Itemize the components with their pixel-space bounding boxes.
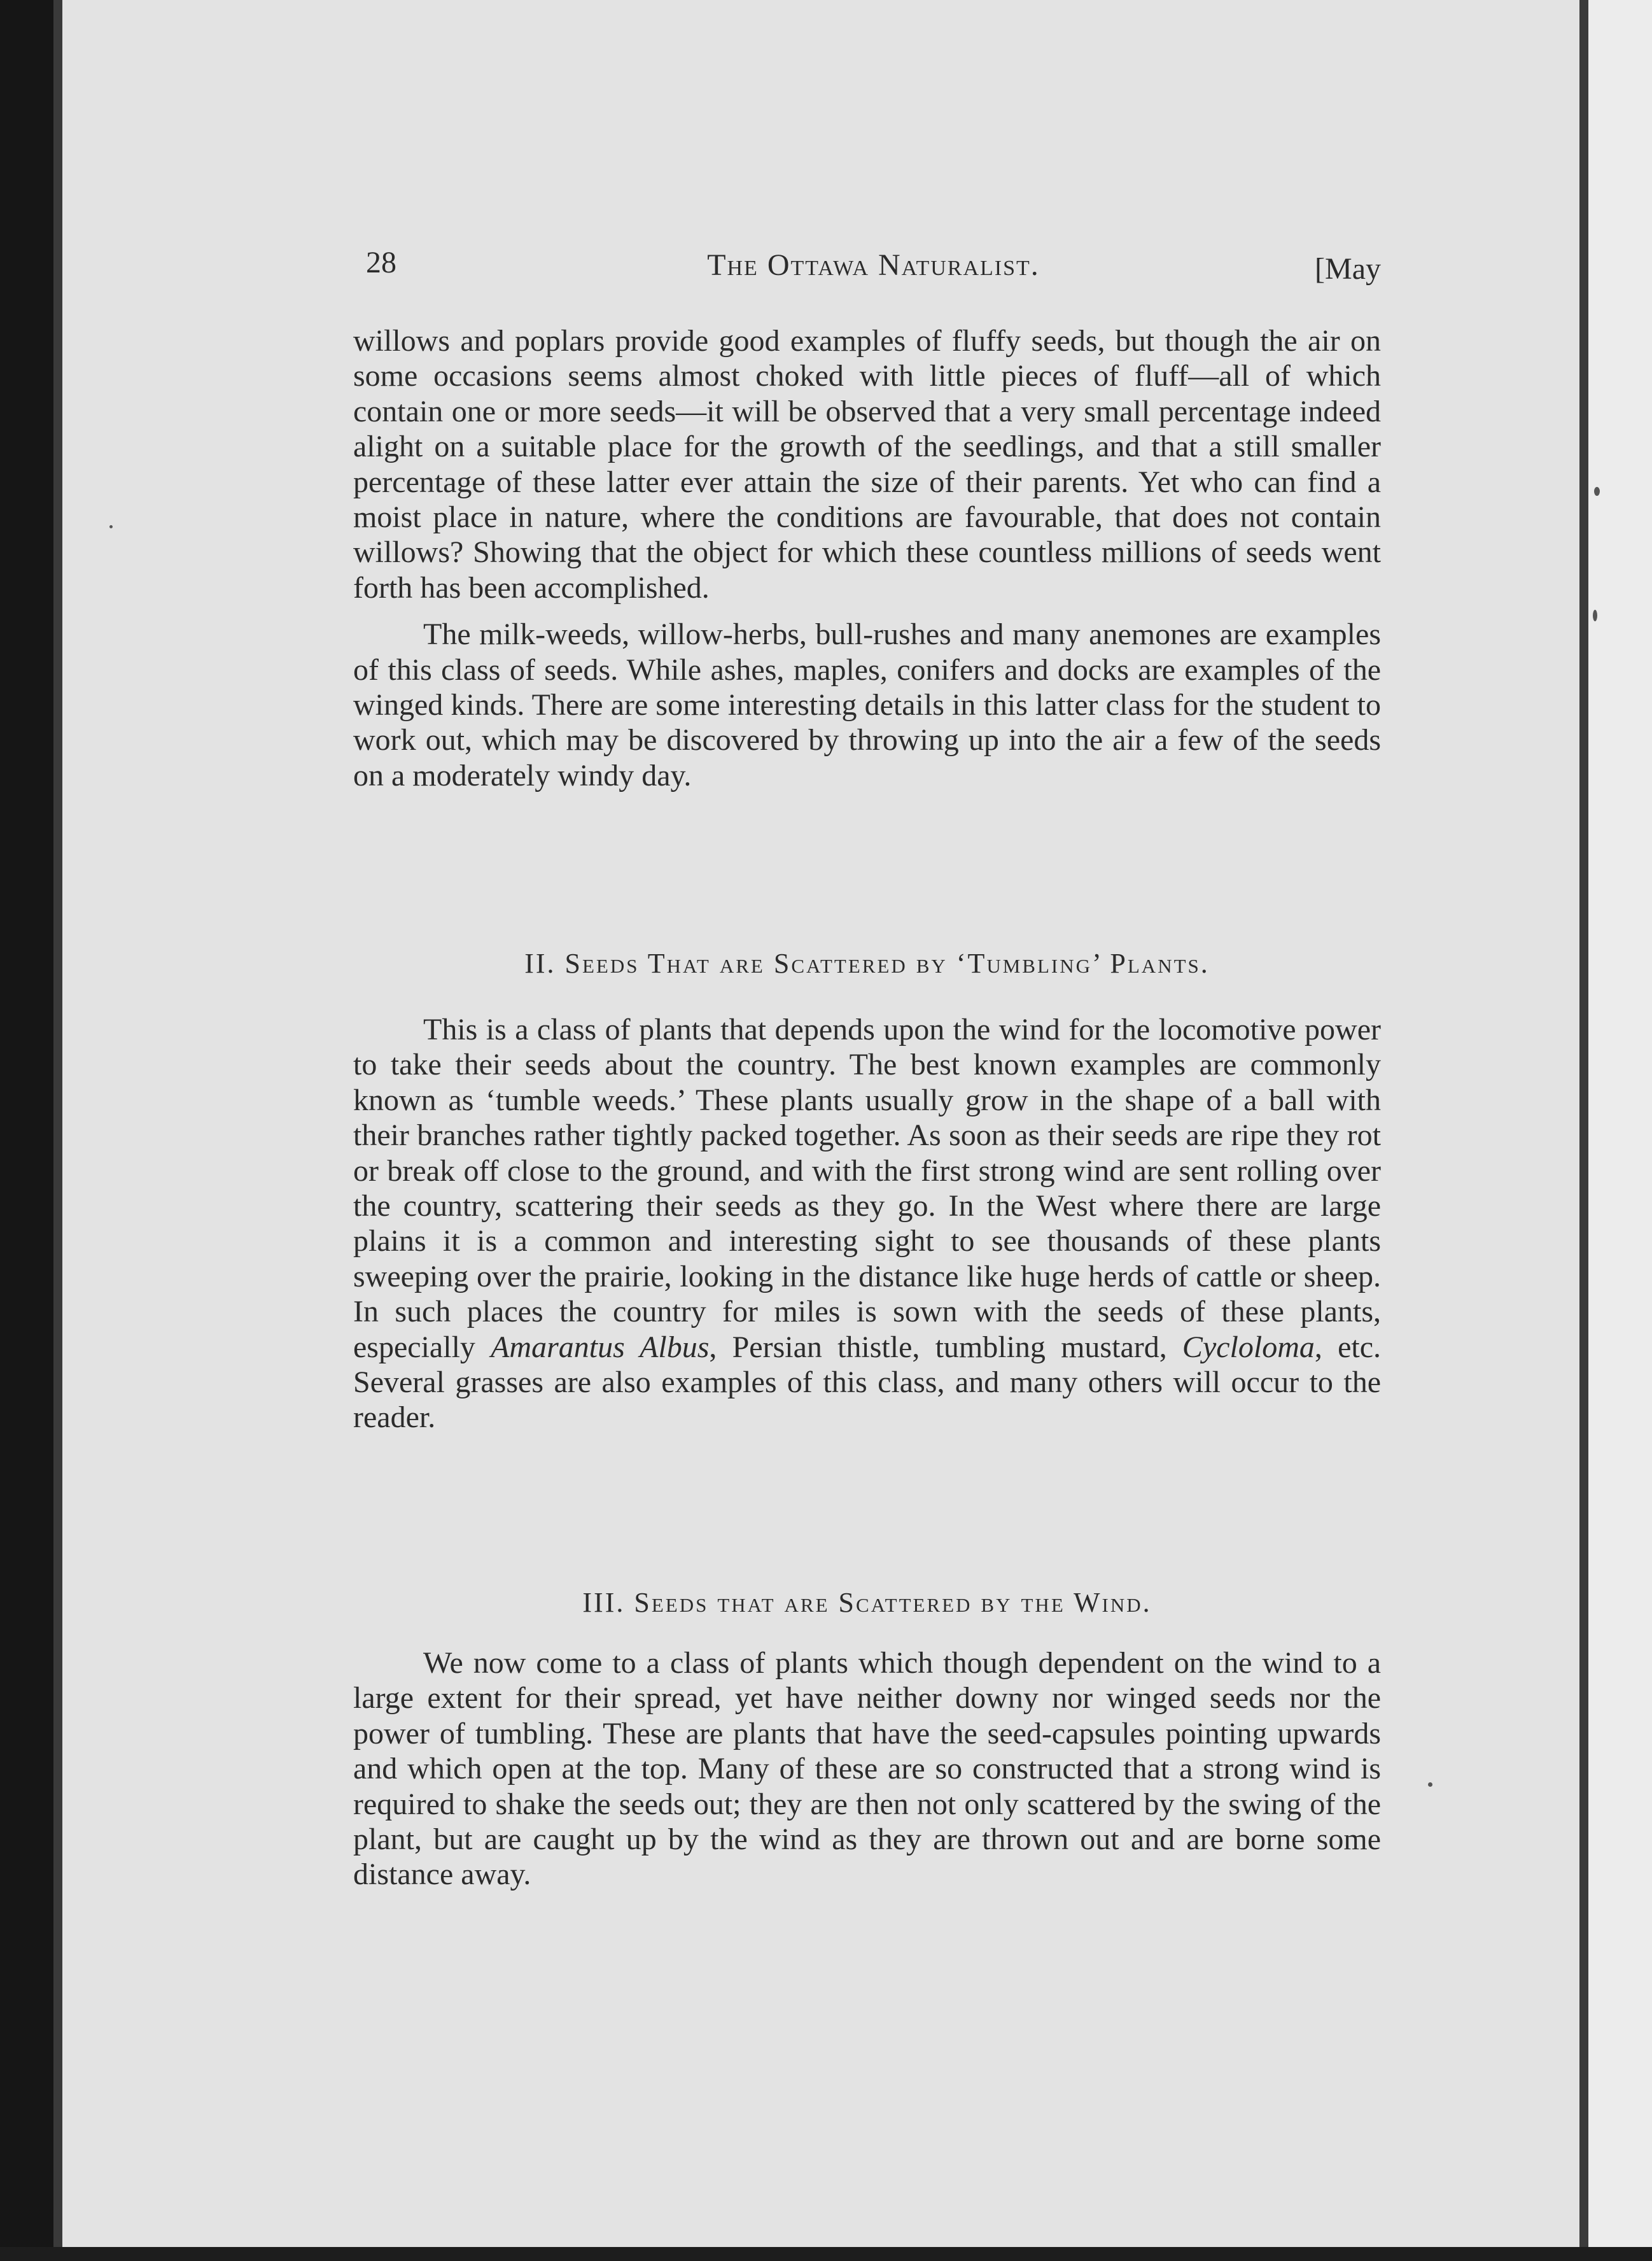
body-text: , Persian thistle, tumbling mustard,	[709, 1330, 1167, 1364]
body-text: This is a class of plants that depends upon the wind for the locomotive power to take their seeds about the country. The best known examples are commonly known as ‘tumble weeds.’ These plants usually grow in the shape of a ball with their branches rather tightly packed together. As soon as their seeds are ripe they rot or break off close to the ground, and with the first strong wind are sent rolling over the country, scattering their seeds as they go. In the West where there are large plains it is a common and interesting sight to see thousands of these plants sweeping over the prairie, looking in the distance like huge herds of cattle or sheep. In such places the country for miles is sown with the seeds of these plants, especially	[353, 1013, 1381, 1364]
section-iii-heading: III. Seeds that are Scattered by the Wind.	[582, 1587, 1152, 1618]
page-number: 28	[366, 246, 396, 279]
section-iii-body	[353, 1645, 1381, 1892]
scan-speck	[1428, 1782, 1432, 1787]
paragraph-wind-scattered: We now come to a class of plants which though dependent on the wind to a large extent for their spread, yet have neither downy nor winged seeds nor the power of tumbling. These are plants that have the seed-capsules pointing upwards and which open at the top. Many of these are so constructed that a strong wind is required to shake the seeds out; they are then not only scattered by the swing of the plant, but are caught up by the wind as they are thrown out and are borne some distance away.	[353, 1646, 1381, 1892]
scan-bottom-border	[0, 2247, 1652, 2261]
journal-title: The Ottawa Naturalist.	[707, 248, 1040, 282]
scan-left-border	[0, 0, 62, 2261]
scan-right-margin	[1579, 0, 1652, 2261]
issue-month: [May	[1315, 252, 1381, 286]
scan-speck	[1594, 487, 1600, 496]
section-ii-heading: II. Seeds That are Scattered by ‘Tumbling’ Plants.	[524, 948, 1210, 979]
section-i-continuation	[353, 323, 1381, 793]
species-name: Amarantus Albus	[491, 1330, 710, 1364]
paragraph-tumbling-plants	[353, 1012, 1381, 1435]
genus-name: Cycloloma	[1182, 1330, 1315, 1364]
scan-speck	[1593, 610, 1597, 621]
running-header	[366, 245, 1381, 290]
facing-page-edge	[1579, 0, 1588, 2261]
paragraph-fluffy-seeds: willows and poplars provide good examples of fluffy seeds, but though the air on some occasions seems almost choked with little pieces of fluff—all of which contain one or more seeds—it will be observed that a very small percentage indeed alight on a suitable place for the growth of the seedlings, and that a still smaller percentage of these latter ever attain the size of their parents. Yet who can find a moist place in nature, where the conditions are favourable, that does not contain willows? Showing that the object for which these countless millions of seeds went forth has been accomplished.	[353, 324, 1381, 605]
section-ii-body	[353, 1012, 1381, 1435]
body-text: , etc. Several grasses are also examples of this class, and many others will occur to the reader.	[353, 1330, 1382, 1435]
scan-speck	[109, 525, 113, 528]
paragraph-winged-seeds: The milk-weeds, willow-herbs, bull-rushes and many anemones are examples of this class of seeds. While ashes, maples, conifers and docks are examples of the winged kinds. There are some interesting details in this latter class for the student to work out, which may be discovered by throwing up into the air a few of the seeds on a moderately windy day.	[353, 617, 1381, 792]
